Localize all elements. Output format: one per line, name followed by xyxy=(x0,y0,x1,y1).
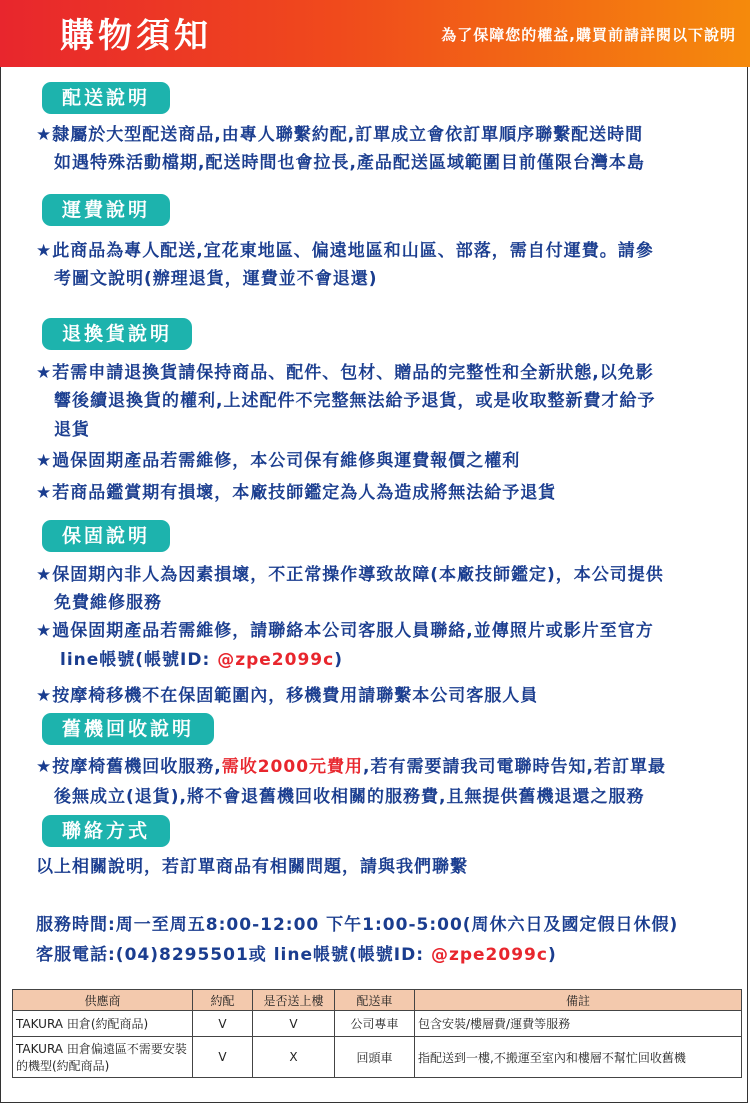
warranty-line-3: ★過保固期產品若需維修，請聯絡本公司客服人員聯絡,並傳照片或影片至官方 xyxy=(36,621,654,641)
table-header-vehicle: 配送車 xyxy=(335,990,415,1011)
section-badge-returns: 退換貨說明 xyxy=(42,318,192,350)
delivery-info-table xyxy=(12,989,742,1078)
table-row xyxy=(13,1037,742,1078)
warranty-line-2: 免費維修服務 xyxy=(54,593,162,613)
table-cell-notes: 指配送到一樓,不搬運至室內和樓層不幫忙回收舊機 xyxy=(415,1037,742,1078)
recycle-line-1-after: ,若有需要請我司電聯時告知,若訂單最 xyxy=(363,757,666,777)
contact-hours: 服務時間:周一至周五8:00-12:00 下午1:00-5:00(周休六日及國定假日休假) xyxy=(36,915,679,935)
section-badge-warranty: 保固說明 xyxy=(42,520,170,552)
table-cell-vehicle: 公司專車 xyxy=(335,1011,415,1037)
table-header-supplier: 供應商 xyxy=(13,990,193,1011)
contact-phone xyxy=(36,940,557,965)
page-subtitle: 為了保障您的權益,購買前請詳閱以下說明 xyxy=(441,26,736,44)
warranty-line-id-row xyxy=(60,645,343,670)
warranty-line-prefix: line帳號(帳號ID: xyxy=(60,650,218,670)
recycle-line-1 xyxy=(36,752,666,777)
table-row xyxy=(13,1011,742,1037)
table-cell-upstairs: X xyxy=(253,1037,335,1078)
warranty-line-suffix: ) xyxy=(334,650,343,670)
returns-line-3: 退貨 xyxy=(54,420,90,440)
table-cell-supplier: TAKURA 田倉偏遠區不需要安裝的機型(約配商品) xyxy=(13,1037,193,1078)
returns-line-2: 響後續退換貨的權利,上述配件不完整無法給予退貨，或是收取整新費才給予 xyxy=(54,391,656,411)
table-header-appointment: 約配 xyxy=(193,990,253,1011)
table-cell-notes: 包含安裝/樓層費/運費等服務 xyxy=(415,1011,742,1037)
shipping-line-2: 考圖文說明(辦理退貨，運費並不會退還) xyxy=(54,269,378,289)
delivery-line-2: 如遇特殊活動檔期,配送時間也會拉長,產品配送區域範圍目前僅限台灣本島 xyxy=(54,153,645,173)
recycle-fee-highlight: 需收2000元費用 xyxy=(221,757,364,777)
contact-phone-prefix: 客服電話:(04)8295501或 line帳號(帳號ID: xyxy=(36,945,431,965)
contact-line-id: @zpe2099c xyxy=(430,945,548,965)
warranty-line-4: ★按摩椅移機不在保固範圍內，移機費用請聯繫本公司客服人員 xyxy=(36,686,539,706)
table-header-notes: 備註 xyxy=(415,990,742,1011)
table-cell-upstairs: V xyxy=(253,1011,335,1037)
returns-line-1: ★若需申請退換貨請保持商品、配件、包材、贈品的完整性和全新狀態,以免影 xyxy=(36,363,654,383)
section-badge-delivery: 配送說明 xyxy=(42,82,170,114)
recycle-line-2: 後無成立(退貨),將不會退舊機回收相關的服務費,且無提供舊機退還之服務 xyxy=(54,787,645,807)
warranty-line-id: @zpe2099c xyxy=(217,650,335,670)
table-header-upstairs: 是否送上樓 xyxy=(253,990,335,1011)
recycle-line-1-before: ★按摩椅舊機回收服務, xyxy=(36,757,222,777)
table-header-row xyxy=(13,990,742,1011)
table-cell-appointment: V xyxy=(193,1037,253,1078)
warranty-line-1: ★保固期內非人為因素損壞，不正常操作導致故障(本廠技師鑑定)，本公司提供 xyxy=(36,565,664,585)
delivery-line-1: ★隸屬於大型配送商品,由專人聯繫約配,訂單成立會依訂單順序聯繫配送時間 xyxy=(36,125,644,145)
section-badge-contact: 聯絡方式 xyxy=(42,815,170,847)
table-cell-supplier: TAKURA 田倉(約配商品) xyxy=(13,1011,193,1037)
section-badge-recycle: 舊機回收說明 xyxy=(42,713,214,745)
table-cell-appointment: V xyxy=(193,1011,253,1037)
returns-line-5: ★若商品鑑賞期有損壞，本廠技師鑑定為人為造成將無法給予退貨 xyxy=(36,483,557,503)
shipping-line-1: ★此商品為專人配送,宜花東地區、偏遠地區和山區、部落，需自付運費。請參 xyxy=(36,241,654,261)
table-cell-vehicle: 回頭車 xyxy=(335,1037,415,1078)
returns-line-4: ★過保固期產品若需維修，本公司保有維修與運費報價之權利 xyxy=(36,451,521,471)
section-badge-shipping-fee: 運費說明 xyxy=(42,194,170,226)
contact-intro: 以上相關說明，若訂單商品有相關問題，請與我們聯繫 xyxy=(36,857,468,877)
contact-phone-suffix: ) xyxy=(547,945,557,965)
page-title: 購物須知 xyxy=(60,16,212,56)
header-banner xyxy=(0,0,750,67)
